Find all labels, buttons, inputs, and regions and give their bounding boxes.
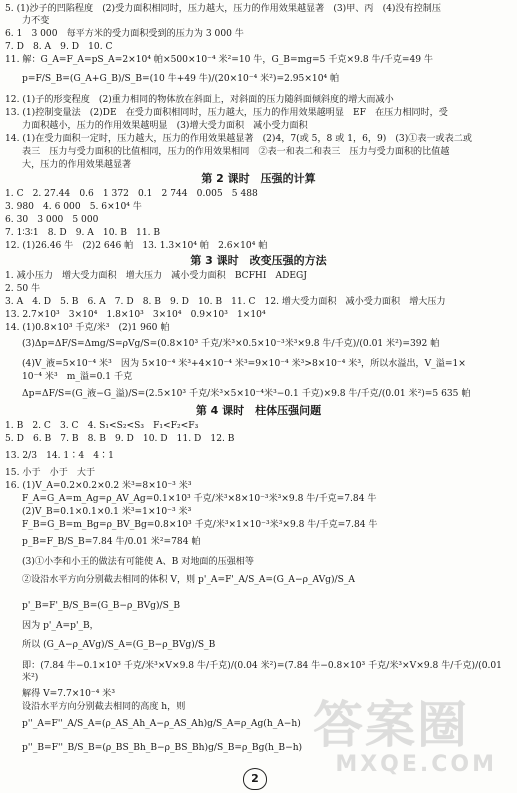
answer-line: 表三 压力与受力面积的比值相同，压力的作用效果相同 ②表一和表二和表三 压力与受力面积的比值越 (22, 147, 450, 157)
answer-line: 6. 30 3 000 5 000 (5, 215, 99, 225)
answer-line: 5. D 6. B 7. B 8. B 9. D 10. D 11. D 12. B (5, 434, 235, 444)
answer-line: 7. D 8. A 9. D 10. C (5, 42, 113, 52)
answer-line: 6. 1 3 000 每平方米的受力面积受到的压力为 3 000 牛 (5, 29, 244, 39)
section-title: 第 3 课时 改变压强的方法 (190, 254, 327, 267)
formula-line: F_A=G_A=m_Ag=ρ_AV_Ag=0.1×10³ 千克/米³×8×10⁻³米³×9.8 牛/千克=7.84 牛 (22, 494, 377, 504)
formula-line: p=F/S_B=(G_A+G_B)/S_B=(10 牛+49 牛)/(20×10⁻⁴ 米²)=2.95×10⁴ 帕 (22, 74, 340, 84)
answer-line: 13. 2/3 14. 1∶4 4∶1 (5, 451, 114, 461)
answer-line: 因为 p'_A=p'_B， (22, 621, 99, 631)
answer-line: 力面积越小，压力的作用效果越明显 (3)增大受力面积 减小受力面积 (22, 121, 308, 131)
formula-line: Δp=ΔF/S=(G_液−G_溢)/S=(2.5×10³ 千克/米³×5×10⁻⁴米³−0.1 千克)×9.8 牛/千克/(0.01 米²)=5 635 帕 (22, 389, 471, 399)
answer-line: 12. (1)26.46 牛 (2)2 646 帕 13. 1.3×10⁴ 帕 2.6×10⁴ 帕 (5, 241, 268, 251)
formula-line: p''_A=F''_A/S_A=(ρ_AS_Ah_A−ρ_AS_Ah)g/S_A=ρ_Ag(h_A−h) (22, 719, 301, 729)
formula-line: (3)Δp=ΔF/S=Δmg/S=ρVg/S=(0.8×10³ 千克/米³×0.5×10⁻³米³×9.8 牛/千克)/(0.01 米²)=392 帕 (22, 339, 440, 349)
answer-line: 7. 1∶3∶1 8. D 9. A 10. B 11. B (5, 228, 161, 238)
answer-line: 14. (1)0.8×10³ 千克/米³ (2)1 960 帕 (5, 323, 170, 333)
formula-line: p_B=F_B/S_B=7.84 牛/0.01 米²=784 帕 (22, 537, 201, 547)
page-number: 2 (243, 768, 267, 790)
formula-line: 即：(7.84 牛−0.1×10³ 千克/米³×V×9.8 牛/千克)/(0.04 米²)=(7.84 牛−0.8×10³ 千克/米³×V×9.8 牛/千克)/(0.01 米²) (22, 661, 502, 683)
answer-line: 16. (1)V_A=0.2×0.2×0.2 米³=8×10⁻³ 米³ (5, 481, 192, 491)
answer-line: 3. 980 4. 6 000 5. 6×10⁴ 牛 (5, 202, 142, 212)
answer-line: 12. (1)子的形变程度 (2)重力相同的物体放在斜面上，对斜面的压力随斜面倾斜度的增大而减小 (5, 95, 394, 105)
watermark-logo (313, 697, 503, 785)
answer-line: 15. 小于 小于 大于 (5, 468, 96, 478)
answer-line: 5. (1)沙子的凹陷程度 (2)受力面积相同时，压力越大，压力的作用效果越显著 (3)甲、丙 (4)没有控制压 (5, 4, 441, 14)
formula-line: p''_B=F''_B/S_B=(ρ_BS_Bh_B−ρ_BS_Bh)g/S_B=ρ_Bg(h_B−h) (22, 743, 303, 753)
answer-line: (2)V_B=0.1×0.1×0.1 米³=1×10⁻³ 米³ (22, 507, 192, 517)
answer-line: (3)①小李和小王的做法有可能使 A、B 对地面的压强相等 (22, 557, 254, 567)
watermark-url: MXQE.COM (335, 752, 497, 777)
section-title: 第 4 课时 柱体压强问题 (195, 404, 322, 417)
answer-line: 解得 V=7.7×10⁻⁴ 米³ (22, 689, 115, 699)
formula-line: 所以 (G_A−ρ_AVg)/S_A=(G_B−ρ_BVg)/S_B (22, 640, 216, 650)
answer-line: 1. C 2. 27.44 0.6 1 372 0.1 2 744 0.005 5 488 (5, 189, 258, 199)
watermark-main: 答案圈 (313, 696, 469, 754)
answer-line: 13. (1)控制变量法 (2)DE 在受力面积相同时，压力越大，压力的作用效果越明显 EF 在压力相同时，受 (5, 108, 448, 118)
answer-line: 3. A 4. D 5. B 6. A 7. D 8. B 9. D 10. B 11. C 12. 增大受力面积 减小受力面积 增大压力 (5, 297, 446, 307)
answer-line: 大，压力的作用效果越显著 (22, 160, 132, 170)
answer-line: 1. B 2. C 3. C 4. S₁<S₂<S₃ F₁<F₂<F₃ (5, 421, 199, 431)
answer-line: 10⁻⁴ 米³ m_溢=0.1 千克 (22, 372, 133, 382)
formula-line: ②设沿水平方向分别截去相同的体积 V，则 p'_A=F'_A/S_A=(G_A−ρ_AVg)/S_A (22, 575, 355, 585)
formula-line: F_B=G_B=m_Bg=ρ_BV_Bg=0.8×10³ 千克/米³×1×10⁻³米³×9.8 牛/千克=7.84 牛 (22, 520, 378, 530)
answer-line: 14. (1)在受力面积一定时，压力越大，压力的作用效果越显著 (2)4，7(或 5，8 或 1，6，9) (3)①表一或表二或 (5, 134, 472, 144)
answer-line: (4)V_液=5×10⁻⁴ 米³ 因为 5×10⁻⁴ 米³+4×10⁻⁴ 米³=9×10⁻⁴ 米³>8×10⁻⁴ 米³，所以水溢出，V_溢=1× (22, 359, 466, 369)
section-title: 第 2 课时 压强的计算 (201, 172, 316, 185)
answer-line: 11. 解：G_A=F_A=pS_A=2×10⁴ 帕×500×10⁻⁴ 米²=10 牛，G_B=mg=5 千克×9.8 牛/千克=49 牛 (5, 55, 434, 65)
answer-line: 13. 2.7×10³ 3×10⁴ 1.8×10³ 3×10⁴ 0.9×10³ 1×10⁴ (5, 310, 266, 320)
answer-line: 设沿水平方向分别截去相同的高度 h，则 (22, 702, 186, 712)
answer-line: 1. 减小压力 增大受力面积 增大压力 减小受力面积 BCFHI ADEGJ (5, 271, 307, 281)
formula-line: p'_B=F'_B/S_B=(G_B−ρ_BVg)/S_B (22, 601, 181, 611)
answer-line: 力不变 (22, 16, 50, 26)
answer-line: 2. 50 牛 (5, 284, 41, 294)
